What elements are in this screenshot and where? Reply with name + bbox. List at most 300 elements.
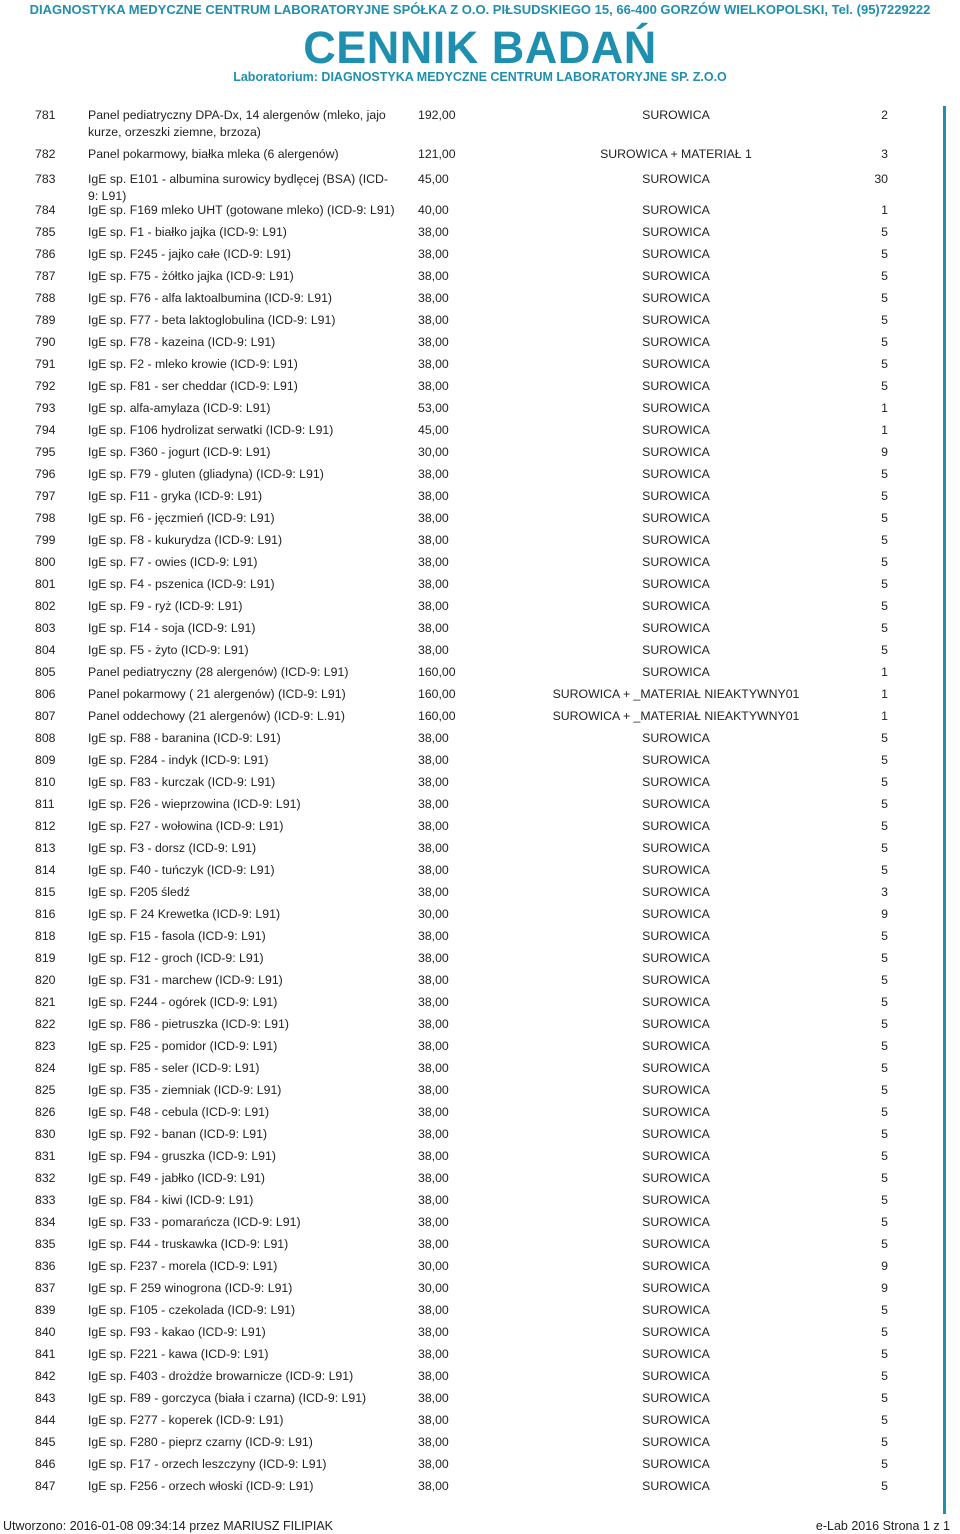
table-row bbox=[0, 1232, 960, 1254]
turnaround-days: 5 bbox=[881, 1083, 888, 1097]
table-row bbox=[0, 528, 960, 550]
turnaround-days: 5 bbox=[881, 1413, 888, 1427]
table-row bbox=[0, 1144, 960, 1166]
test-price: 38,00 bbox=[418, 1347, 449, 1361]
test-price: 38,00 bbox=[418, 775, 449, 789]
row-number: 807 bbox=[35, 709, 56, 723]
test-price: 38,00 bbox=[418, 577, 449, 591]
table-row bbox=[0, 1100, 960, 1122]
test-price: 38,00 bbox=[418, 1083, 449, 1097]
table-row bbox=[0, 1078, 960, 1100]
row-number: 815 bbox=[35, 885, 56, 899]
turnaround-days: 5 bbox=[881, 841, 888, 855]
test-name: IgE sp. F244 - ogórek (ICD-9: L91) bbox=[88, 995, 278, 1009]
row-number: 800 bbox=[35, 555, 56, 569]
test-name: IgE sp. F9 - ryż (ICD-9: L91) bbox=[88, 599, 243, 613]
turnaround-days: 5 bbox=[881, 335, 888, 349]
test-material: SUROWICA bbox=[642, 1413, 710, 1427]
table-row bbox=[0, 352, 960, 374]
test-material: SUROWICA bbox=[642, 1479, 710, 1493]
test-name: IgE sp. F44 - truskawka (ICD-9: L91) bbox=[88, 1237, 289, 1251]
test-name: IgE sp. F221 - kawa (ICD-9: L91) bbox=[88, 1347, 269, 1361]
turnaround-days: 5 bbox=[881, 1171, 888, 1185]
test-name: IgE sp. F94 - gruszka (ICD-9: L91) bbox=[88, 1149, 276, 1163]
test-name: IgE sp. F169 mleko UHT (gotowane mleko) (ICD-9: L91) bbox=[88, 203, 395, 217]
table-row bbox=[0, 1452, 960, 1474]
test-name: IgE sp. F5 - żyto (ICD-9: L91) bbox=[88, 643, 249, 657]
test-price: 38,00 bbox=[418, 1479, 449, 1493]
row-number: 845 bbox=[35, 1435, 56, 1449]
row-number: 789 bbox=[35, 313, 56, 327]
test-material: SUROWICA bbox=[642, 172, 710, 186]
test-material: SUROWICA bbox=[642, 951, 710, 965]
turnaround-days: 5 bbox=[881, 225, 888, 239]
table-row bbox=[0, 550, 960, 572]
turnaround-days: 5 bbox=[881, 643, 888, 657]
turnaround-days: 5 bbox=[881, 489, 888, 503]
footer-created: Utworzono: 2016-01-08 09:34:14 przez MARIUSZ FILIPIAK bbox=[3, 1519, 334, 1533]
test-price: 38,00 bbox=[418, 1303, 449, 1317]
table-row bbox=[0, 396, 960, 418]
turnaround-days: 5 bbox=[881, 467, 888, 481]
test-price: 38,00 bbox=[418, 269, 449, 283]
row-number: 818 bbox=[35, 929, 56, 943]
test-material: SUROWICA bbox=[642, 819, 710, 833]
test-name: IgE sp. F2 - mleko krowie (ICD-9: L91) bbox=[88, 357, 298, 371]
table-row bbox=[0, 770, 960, 792]
row-number: 799 bbox=[35, 533, 56, 547]
test-material: SUROWICA bbox=[642, 1149, 710, 1163]
test-material: SUROWICA bbox=[642, 621, 710, 635]
table-row bbox=[0, 142, 960, 167]
test-name: IgE sp. F7 - owies (ICD-9: L91) bbox=[88, 555, 258, 569]
test-material: SUROWICA bbox=[642, 1171, 710, 1185]
row-number: 803 bbox=[35, 621, 56, 635]
test-price: 38,00 bbox=[418, 1435, 449, 1449]
turnaround-days: 1 bbox=[881, 401, 888, 415]
table-row bbox=[0, 1210, 960, 1232]
row-number: 820 bbox=[35, 973, 56, 987]
test-material: SUROWICA bbox=[642, 269, 710, 283]
test-price: 40,00 bbox=[418, 203, 449, 217]
turnaround-days: 9 bbox=[881, 1281, 888, 1295]
turnaround-days: 5 bbox=[881, 555, 888, 569]
table-row bbox=[0, 924, 960, 946]
test-material: SUROWICA bbox=[642, 1237, 710, 1251]
test-material: SUROWICA bbox=[642, 313, 710, 327]
test-material: SUROWICA bbox=[642, 335, 710, 349]
price-table bbox=[0, 103, 960, 1496]
table-row bbox=[0, 220, 960, 242]
test-price: 38,00 bbox=[418, 995, 449, 1009]
table-row bbox=[0, 462, 960, 484]
test-material: SUROWICA + _MATERIAŁ NIEAKTYWNY01 bbox=[552, 709, 800, 723]
row-number: 787 bbox=[35, 269, 56, 283]
test-name: IgE sp. F33 - pomarańcza (ICD-9: L91) bbox=[88, 1215, 301, 1229]
test-material: SUROWICA bbox=[642, 555, 710, 569]
test-material: SUROWICA bbox=[642, 665, 710, 679]
company-header: DIAGNOSTYKA MEDYCZNE CENTRUM LABORATORYJNE SPÓŁKA Z O.O. PIŁSUDSKIEGO 15, 66-400 GORZÓW WIELKOPOLSKI, Tel. (95)7229222 bbox=[29, 2, 931, 17]
turnaround-days: 5 bbox=[881, 1039, 888, 1053]
row-number: 797 bbox=[35, 489, 56, 503]
test-price: 45,00 bbox=[418, 172, 449, 186]
turnaround-days: 5 bbox=[881, 1017, 888, 1031]
test-price: 38,00 bbox=[418, 1391, 449, 1405]
turnaround-days: 30 bbox=[874, 172, 888, 186]
turnaround-days: 5 bbox=[881, 1215, 888, 1229]
test-name: IgE sp. F79 - gluten (gliadyna) (ICD-9: L91) bbox=[88, 467, 324, 481]
row-number: 821 bbox=[35, 995, 56, 1009]
turnaround-days: 5 bbox=[881, 1237, 888, 1251]
turnaround-days: 9 bbox=[881, 445, 888, 459]
table-row bbox=[0, 1320, 960, 1342]
row-number: 806 bbox=[35, 687, 56, 701]
row-number: 837 bbox=[35, 1281, 56, 1295]
table-row bbox=[0, 1430, 960, 1452]
test-price: 38,00 bbox=[418, 247, 449, 261]
row-number: 782 bbox=[35, 147, 56, 161]
table-row bbox=[0, 836, 960, 858]
test-name: IgE sp. F205 śledź bbox=[88, 885, 190, 899]
test-material: SUROWICA bbox=[642, 995, 710, 1009]
table-row bbox=[0, 990, 960, 1012]
test-name: IgE sp. F11 - gryka (ICD-9: L91) bbox=[88, 489, 263, 503]
test-material: SUROWICA bbox=[642, 1369, 710, 1383]
table-row bbox=[0, 506, 960, 528]
test-name: IgE sp. F76 - alfa laktoalbumina (ICD-9: L91) bbox=[88, 291, 332, 305]
row-number: 847 bbox=[35, 1479, 56, 1493]
turnaround-days: 5 bbox=[881, 1061, 888, 1075]
test-name: IgE sp. F105 - czekolada (ICD-9: L91) bbox=[88, 1303, 296, 1317]
turnaround-days: 1 bbox=[881, 423, 888, 437]
row-number: 834 bbox=[35, 1215, 56, 1229]
test-price: 38,00 bbox=[418, 1149, 449, 1163]
turnaround-days: 5 bbox=[881, 269, 888, 283]
test-price: 160,00 bbox=[418, 665, 456, 679]
turnaround-days: 1 bbox=[881, 665, 888, 679]
table-row bbox=[0, 726, 960, 748]
page-title: CENNIK BADAŃ bbox=[303, 22, 657, 73]
table-row bbox=[0, 616, 960, 638]
row-number: 832 bbox=[35, 1171, 56, 1185]
test-material: SUROWICA bbox=[642, 489, 710, 503]
row-number: 816 bbox=[35, 907, 56, 921]
row-number: 841 bbox=[35, 1347, 56, 1361]
test-price: 38,00 bbox=[418, 973, 449, 987]
test-name: IgE sp. F85 - seler (ICD-9: L91) bbox=[88, 1061, 260, 1075]
test-material: SUROWICA bbox=[642, 753, 710, 767]
turnaround-days: 5 bbox=[881, 775, 888, 789]
table-row bbox=[0, 264, 960, 286]
table-row bbox=[0, 440, 960, 462]
test-name: IgE sp. F3 - dorsz (ICD-9: L91) bbox=[88, 841, 257, 855]
table-row bbox=[0, 880, 960, 902]
row-number: 793 bbox=[35, 401, 56, 415]
test-name: IgE sp. F92 - banan (ICD-9: L91) bbox=[88, 1127, 268, 1141]
table-row bbox=[0, 814, 960, 836]
test-price: 38,00 bbox=[418, 1039, 449, 1053]
turnaround-days: 5 bbox=[881, 1105, 888, 1119]
turnaround-days: 5 bbox=[881, 357, 888, 371]
row-number: 809 bbox=[35, 753, 56, 767]
test-name: IgE sp. F83 - kurczak (ICD-9: L91) bbox=[88, 775, 276, 789]
test-price: 160,00 bbox=[418, 709, 456, 723]
test-price: 38,00 bbox=[418, 797, 449, 811]
test-name: IgE sp. F106 hydrolizat serwatki (ICD-9: L91) bbox=[88, 423, 334, 437]
turnaround-days: 5 bbox=[881, 1435, 888, 1449]
test-price: 38,00 bbox=[418, 467, 449, 481]
row-number: 833 bbox=[35, 1193, 56, 1207]
test-material: SUROWICA bbox=[642, 379, 710, 393]
table-row bbox=[0, 484, 960, 506]
turnaround-days: 5 bbox=[881, 1347, 888, 1361]
test-price: 38,00 bbox=[418, 841, 449, 855]
test-price: 38,00 bbox=[418, 225, 449, 239]
turnaround-days: 5 bbox=[881, 995, 888, 1009]
row-number: 794 bbox=[35, 423, 56, 437]
table-row bbox=[0, 1188, 960, 1210]
row-number: 810 bbox=[35, 775, 56, 789]
table-row bbox=[0, 308, 960, 330]
test-name: IgE sp. F15 - fasola (ICD-9: L91) bbox=[88, 929, 266, 943]
test-material: SUROWICA bbox=[642, 1215, 710, 1229]
table-row bbox=[0, 1056, 960, 1078]
test-price: 160,00 bbox=[418, 687, 456, 701]
turnaround-days: 5 bbox=[881, 1303, 888, 1317]
test-name: IgE sp. F237 - morela (ICD-9: L91) bbox=[88, 1259, 278, 1273]
table-row bbox=[0, 1474, 960, 1496]
test-price: 38,00 bbox=[418, 599, 449, 613]
test-name: IgE sp. F49 - jabłko (ICD-9: L91) bbox=[88, 1171, 266, 1185]
test-name: IgE sp. F31 - marchew (ICD-9: L91) bbox=[88, 973, 283, 987]
test-material: SUROWICA bbox=[642, 1083, 710, 1097]
test-name: IgE sp. F245 - jajko całe (ICD-9: L91) bbox=[88, 247, 291, 261]
turnaround-days: 5 bbox=[881, 819, 888, 833]
test-name: IgE sp. F86 - pietruszka (ICD-9: L91) bbox=[88, 1017, 289, 1031]
test-price: 38,00 bbox=[418, 1105, 449, 1119]
turnaround-days: 5 bbox=[881, 1149, 888, 1163]
turnaround-days: 5 bbox=[881, 797, 888, 811]
test-price: 38,00 bbox=[418, 951, 449, 965]
test-material: SUROWICA bbox=[642, 841, 710, 855]
test-name: IgE sp. F8 - kukurydza (ICD-9: L91) bbox=[88, 533, 283, 547]
test-price: 38,00 bbox=[418, 335, 449, 349]
test-material: SUROWICA bbox=[642, 1435, 710, 1449]
row-number: 836 bbox=[35, 1259, 56, 1273]
test-name: IgE sp. F1 - białko jajka (ICD-9: L91) bbox=[88, 225, 287, 239]
test-material: SUROWICA bbox=[642, 423, 710, 437]
row-number: 835 bbox=[35, 1237, 56, 1251]
turnaround-days: 5 bbox=[881, 577, 888, 591]
test-name: IgE sp. E101 - albumina surowicy bydlęcej (BSA) (ICD-9: L91) bbox=[88, 172, 389, 203]
turnaround-days: 5 bbox=[881, 1479, 888, 1493]
test-name: IgE sp. F 259 winogrona (ICD-9: L91) bbox=[88, 1281, 293, 1295]
test-name: IgE sp. F6 - jęczmień (ICD-9: L91) bbox=[88, 511, 275, 525]
test-name: IgE sp. F35 - ziemniak (ICD-9: L91) bbox=[88, 1083, 282, 1097]
test-name: IgE sp. F26 - wieprzowina (ICD-9: L91) bbox=[88, 797, 301, 811]
table-row bbox=[0, 704, 960, 726]
test-name: IgE sp. F93 - kakao (ICD-9: L91) bbox=[88, 1325, 266, 1339]
table-row bbox=[0, 242, 960, 264]
test-material: SUROWICA bbox=[642, 1193, 710, 1207]
test-name: IgE sp. F25 - pomidor (ICD-9: L91) bbox=[88, 1039, 278, 1053]
test-name: IgE sp. F75 - żółtko jajka (ICD-9: L91) bbox=[88, 269, 294, 283]
turnaround-days: 1 bbox=[881, 687, 888, 701]
test-material: SUROWICA + _MATERIAŁ NIEAKTYWNY01 bbox=[552, 687, 800, 701]
row-number: 822 bbox=[35, 1017, 56, 1031]
test-material: SUROWICA bbox=[642, 863, 710, 877]
turnaround-days: 5 bbox=[881, 379, 888, 393]
table-row bbox=[0, 1342, 960, 1364]
turnaround-days: 5 bbox=[881, 1369, 888, 1383]
test-name: Panel pediatryczny (28 alergenów) (ICD-9: L91) bbox=[88, 665, 349, 679]
row-number: 842 bbox=[35, 1369, 56, 1383]
table-row bbox=[0, 660, 960, 682]
test-material: SUROWICA bbox=[642, 401, 710, 415]
test-material: SUROWICA bbox=[642, 1039, 710, 1053]
test-price: 38,00 bbox=[418, 291, 449, 305]
test-price: 38,00 bbox=[418, 731, 449, 745]
table-row bbox=[0, 418, 960, 440]
test-price: 38,00 bbox=[418, 1413, 449, 1427]
test-name: Panel oddechowy (21 alergenów) (ICD-9: L.91) bbox=[88, 709, 346, 723]
row-number: 796 bbox=[35, 467, 56, 481]
turnaround-days: 1 bbox=[881, 709, 888, 723]
table-row bbox=[0, 198, 960, 220]
test-material: SUROWICA bbox=[642, 907, 710, 921]
test-price: 38,00 bbox=[418, 511, 449, 525]
turnaround-days: 5 bbox=[881, 1193, 888, 1207]
test-material: SUROWICA bbox=[642, 929, 710, 943]
row-number: 843 bbox=[35, 1391, 56, 1405]
table-row bbox=[0, 638, 960, 660]
row-number: 826 bbox=[35, 1105, 56, 1119]
test-name: IgE sp. F77 - beta laktoglobulina (ICD-9: L91) bbox=[88, 313, 336, 327]
test-price: 38,00 bbox=[418, 1237, 449, 1251]
test-price: 38,00 bbox=[418, 1193, 449, 1207]
table-row bbox=[0, 968, 960, 990]
test-price: 30,00 bbox=[418, 1259, 449, 1273]
table-row bbox=[0, 374, 960, 396]
test-name: IgE sp. F256 - orzech włoski (ICD-9: L91) bbox=[88, 1479, 314, 1493]
test-material: SUROWICA bbox=[642, 1105, 710, 1119]
test-price: 38,00 bbox=[418, 555, 449, 569]
turnaround-days: 5 bbox=[881, 1457, 888, 1471]
test-price: 38,00 bbox=[418, 379, 449, 393]
table-row bbox=[0, 1034, 960, 1056]
test-price: 38,00 bbox=[418, 489, 449, 503]
turnaround-days: 5 bbox=[881, 621, 888, 635]
turnaround-days: 2 bbox=[881, 108, 888, 122]
test-price: 38,00 bbox=[418, 885, 449, 899]
test-price: 38,00 bbox=[418, 1369, 449, 1383]
turnaround-days: 9 bbox=[881, 907, 888, 921]
turnaround-days: 5 bbox=[881, 973, 888, 987]
row-number: 814 bbox=[35, 863, 56, 877]
turnaround-days: 3 bbox=[881, 147, 888, 161]
test-price: 30,00 bbox=[418, 907, 449, 921]
table-row bbox=[0, 286, 960, 308]
row-number: 805 bbox=[35, 665, 56, 679]
test-material: SUROWICA bbox=[642, 467, 710, 481]
test-material: SUROWICA bbox=[642, 225, 710, 239]
turnaround-days: 5 bbox=[881, 247, 888, 261]
test-name: IgE sp. F4 - pszenica (ICD-9: L91) bbox=[88, 577, 275, 591]
turnaround-days: 5 bbox=[881, 511, 888, 525]
row-number: 792 bbox=[35, 379, 56, 393]
lab-subtitle: Laboratorium: DIAGNOSTYKA MEDYCZNE CENTRUM LABORATORYJNE SP. Z.O.O bbox=[233, 70, 727, 84]
test-material: SUROWICA bbox=[642, 1347, 710, 1361]
test-material: SUROWICA bbox=[642, 1017, 710, 1031]
row-number: 811 bbox=[35, 797, 55, 811]
test-material: SUROWICA bbox=[642, 357, 710, 371]
row-number: 846 bbox=[35, 1457, 56, 1471]
test-price: 38,00 bbox=[418, 533, 449, 547]
turnaround-days: 5 bbox=[881, 951, 888, 965]
row-number: 813 bbox=[35, 841, 56, 855]
test-price: 38,00 bbox=[418, 643, 449, 657]
test-price: 38,00 bbox=[418, 1017, 449, 1031]
row-number: 819 bbox=[35, 951, 56, 965]
test-name: IgE sp. F48 - cebula (ICD-9: L91) bbox=[88, 1105, 270, 1119]
test-material: SUROWICA bbox=[642, 1061, 710, 1075]
test-name: IgE sp. F88 - baranina (ICD-9: L91) bbox=[88, 731, 281, 745]
test-material: SUROWICA bbox=[642, 599, 710, 613]
test-name: IgE sp. F403 - drożdże browarnicze (ICD-9: L91) bbox=[88, 1369, 354, 1383]
test-material: SUROWICA bbox=[642, 1391, 710, 1405]
row-number: 788 bbox=[35, 291, 56, 305]
test-material: SUROWICA bbox=[642, 291, 710, 305]
test-material: SUROWICA bbox=[642, 885, 710, 899]
table-row bbox=[0, 1254, 960, 1276]
turnaround-days: 5 bbox=[881, 599, 888, 613]
row-number: 830 bbox=[35, 1127, 56, 1141]
test-name: IgE sp. F284 - indyk (ICD-9: L91) bbox=[88, 753, 269, 767]
table-row bbox=[0, 167, 960, 203]
test-name: IgE sp. F81 - ser cheddar (ICD-9: L91) bbox=[88, 379, 298, 393]
turnaround-days: 5 bbox=[881, 863, 888, 877]
test-material: SUROWICA bbox=[642, 797, 710, 811]
turnaround-days: 1 bbox=[881, 203, 888, 217]
table-row bbox=[0, 1166, 960, 1188]
test-material: SUROWICA + MATERIAŁ 1 bbox=[600, 147, 752, 161]
test-price: 38,00 bbox=[418, 929, 449, 943]
test-material: SUROWICA bbox=[642, 1303, 710, 1317]
turnaround-days: 5 bbox=[881, 753, 888, 767]
table-row bbox=[0, 1298, 960, 1320]
turnaround-days: 9 bbox=[881, 1259, 888, 1273]
test-name: IgE sp. F27 - wołowina (ICD-9: L91) bbox=[88, 819, 284, 833]
table-row bbox=[0, 858, 960, 880]
test-name: Panel pediatryczny DPA-Dx, 14 alergenów (mleko, jajo kurze, orzeszki ziemne, brzoza) bbox=[88, 108, 386, 139]
row-number: 812 bbox=[35, 819, 56, 833]
test-material: SUROWICA bbox=[642, 533, 710, 547]
turnaround-days: 5 bbox=[881, 1391, 888, 1405]
test-price: 38,00 bbox=[418, 863, 449, 877]
test-price: 38,00 bbox=[418, 313, 449, 327]
test-price: 38,00 bbox=[418, 621, 449, 635]
row-number: 824 bbox=[35, 1061, 56, 1075]
test-price: 45,00 bbox=[418, 423, 449, 437]
row-number: 784 bbox=[35, 203, 56, 217]
row-number: 791 bbox=[35, 357, 56, 371]
row-number: 786 bbox=[35, 247, 56, 261]
test-material: SUROWICA bbox=[642, 511, 710, 525]
test-material: SUROWICA bbox=[642, 775, 710, 789]
test-material: SUROWICA bbox=[642, 108, 710, 122]
test-material: SUROWICA bbox=[642, 1325, 710, 1339]
table-row bbox=[0, 902, 960, 924]
